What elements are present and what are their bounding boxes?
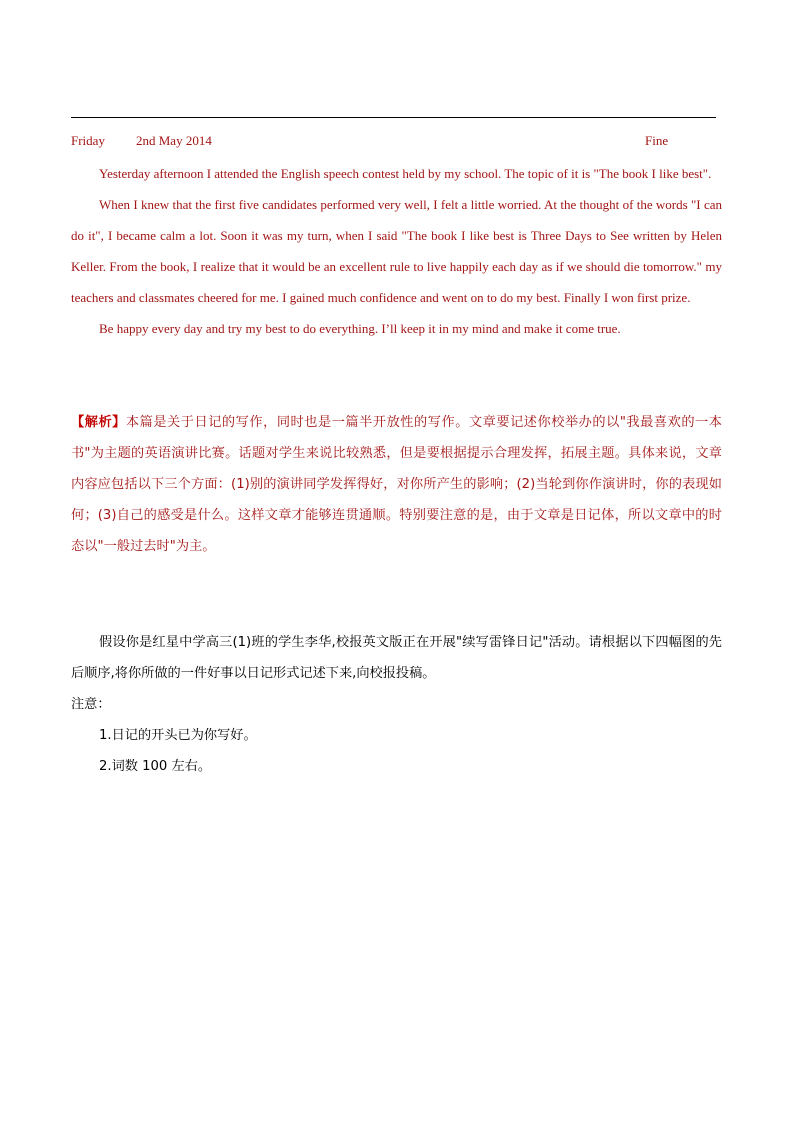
answer-paragraph-1: Yesterday afternoon I attended the English speech contest held by my school. The topic of it is "The book I like best". bbox=[99, 166, 712, 181]
writing-task bbox=[71, 627, 722, 782]
sample-answer bbox=[71, 158, 722, 344]
answer-paragraph-3: Be happy every day and try my best to do everything. I’ll keep it in my mind and make it come true. bbox=[99, 321, 621, 336]
note-label: 注意： bbox=[71, 697, 111, 712]
task-prompt: 假设你是红星中学高三(1)班的学生李华,校报英文版正在开展"续写雷锋日记"活动。请根据以下四幅图的先后顺序,将你所做的一件好事以日记形式记述下来,向校报投稿。 bbox=[71, 635, 722, 681]
answer-paragraph-2: When I knew that the first five candidates performed very well, I felt a little worried. At the thought of the words "I can do it", I became calm a lot. Soon it was my turn, when I said "The book I like best is Three Days to See written by Helen Keller. From the book, I realize that it would be an excellent rule to live happily each day as if we should die tomorrow." my teachers and classmates cheered for me. I gained much confidence and went on to do my best. Finally I won first prize. bbox=[71, 197, 722, 305]
diary-day: Friday bbox=[71, 133, 105, 148]
header-rule bbox=[71, 117, 716, 118]
analysis-text: 本篇是关于日记的写作，同时也是一篇半开放性的写作。文章要记述你校举办的以"我最喜欢的一本书"为主题的英语演讲比赛。话题对学生来说比较熟悉，但是要根据提示合理发挥，拓展主题。具体来说，文章内容应包括以下三个方面：(1)别的演讲同学发挥得好，对你所产生的影响；(2)当轮到你作演讲时，你的表现如何；(3)自己的感受是什么。这样文章才能够连贯通顺。特别要注意的是，由于文章是日记体，所以文章中的时态以"一般过去时"为主。 bbox=[71, 415, 722, 554]
diary-date: 2nd May 2014 bbox=[136, 133, 212, 148]
analysis-tag: 【解析】 bbox=[71, 415, 126, 430]
note-item-2: 2.词数 100 左右。 bbox=[99, 759, 212, 774]
diary-weather: Fine bbox=[645, 133, 669, 148]
diary-header bbox=[71, 133, 716, 151]
note-item-1: 1.日记的开头已为你写好。 bbox=[99, 728, 257, 743]
analysis-section bbox=[71, 407, 722, 562]
